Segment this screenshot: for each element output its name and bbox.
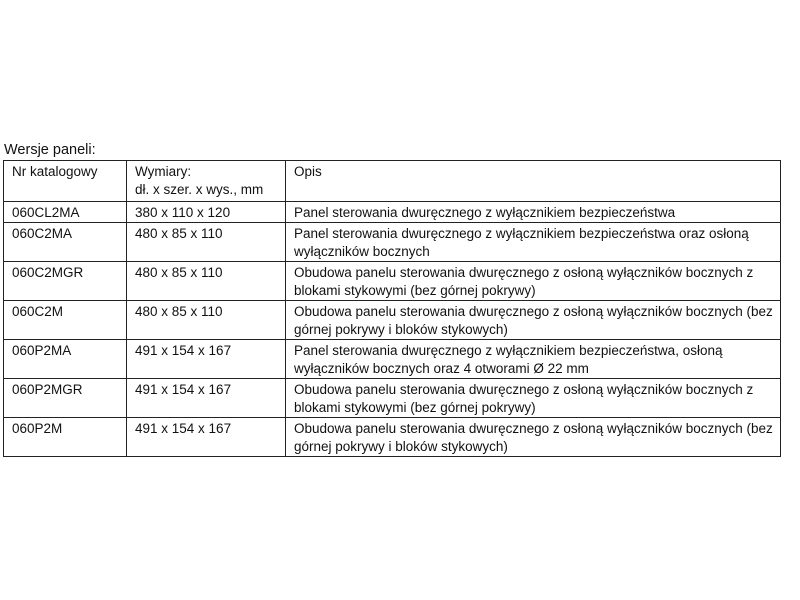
cell-catalog-number: 060P2M	[4, 418, 127, 457]
cell-dimensions: 491 x 154 x 167	[127, 418, 286, 457]
cell-description: Obudowa panelu sterowania dwuręcznego z osłoną wyłączników bocznych (bez górnej pokrywy i bloków stykowych)	[286, 301, 781, 340]
header-dimensions	[127, 161, 286, 202]
cell-catalog-number: 060P2MGR	[4, 379, 127, 418]
header-catalog-number: Nr katalogowy	[4, 161, 127, 202]
cell-catalog-number: 060C2MGR	[4, 262, 127, 301]
cell-description: Panel sterowania dwuręcznego z wyłącznikiem bezpieczeństwa, osłoną wyłączników bocznych oraz 4 otworami Ø 22 mm	[286, 340, 781, 379]
table-row	[4, 262, 781, 301]
table-row	[4, 379, 781, 418]
cell-description: Panel sterowania dwuręcznego z wyłącznikiem bezpieczeństwa oraz osłoną wyłączników bocznych	[286, 223, 781, 262]
header-description: Opis	[286, 161, 781, 202]
table-row	[4, 301, 781, 340]
panel-versions-table	[3, 160, 781, 457]
cell-catalog-number: 060C2MA	[4, 223, 127, 262]
table-row	[4, 202, 781, 223]
cell-description: Obudowa panelu sterowania dwuręcznego z osłoną wyłączników bocznych (bez górnej pokrywy i bloków stykowych)	[286, 418, 781, 457]
cell-dimensions: 480 x 85 x 110	[127, 262, 286, 301]
header-dimensions-label: Wymiary:	[135, 164, 192, 179]
cell-catalog-number: 060C2M	[4, 301, 127, 340]
table-header-row	[4, 161, 781, 202]
cell-description: Panel sterowania dwuręcznego z wyłącznikiem bezpieczeństwa	[286, 202, 781, 223]
table-caption: Wersje paneli:	[4, 142, 96, 158]
cell-dimensions: 480 x 85 x 110	[127, 223, 286, 262]
cell-dimensions: 380 x 110 x 120	[127, 202, 286, 223]
table-row	[4, 418, 781, 457]
cell-dimensions: 491 x 154 x 167	[127, 379, 286, 418]
table-row	[4, 340, 781, 379]
cell-catalog-number: 060CL2MA	[4, 202, 127, 223]
cell-description: Obudowa panelu sterowania dwuręcznego z osłoną wyłączników bocznych z blokami stykowymi (bez górnej pokrywy)	[286, 262, 781, 301]
cell-dimensions: 491 x 154 x 167	[127, 340, 286, 379]
cell-catalog-number: 060P2MA	[4, 340, 127, 379]
cell-description: Obudowa panelu sterowania dwuręcznego z osłoną wyłączników bocznych z blokami stykowymi (bez górnej pokrywy)	[286, 379, 781, 418]
table-row	[4, 223, 781, 262]
cell-dimensions: 480 x 85 x 110	[127, 301, 286, 340]
header-dimensions-units: dł. x szer. x wys., mm	[135, 182, 264, 197]
